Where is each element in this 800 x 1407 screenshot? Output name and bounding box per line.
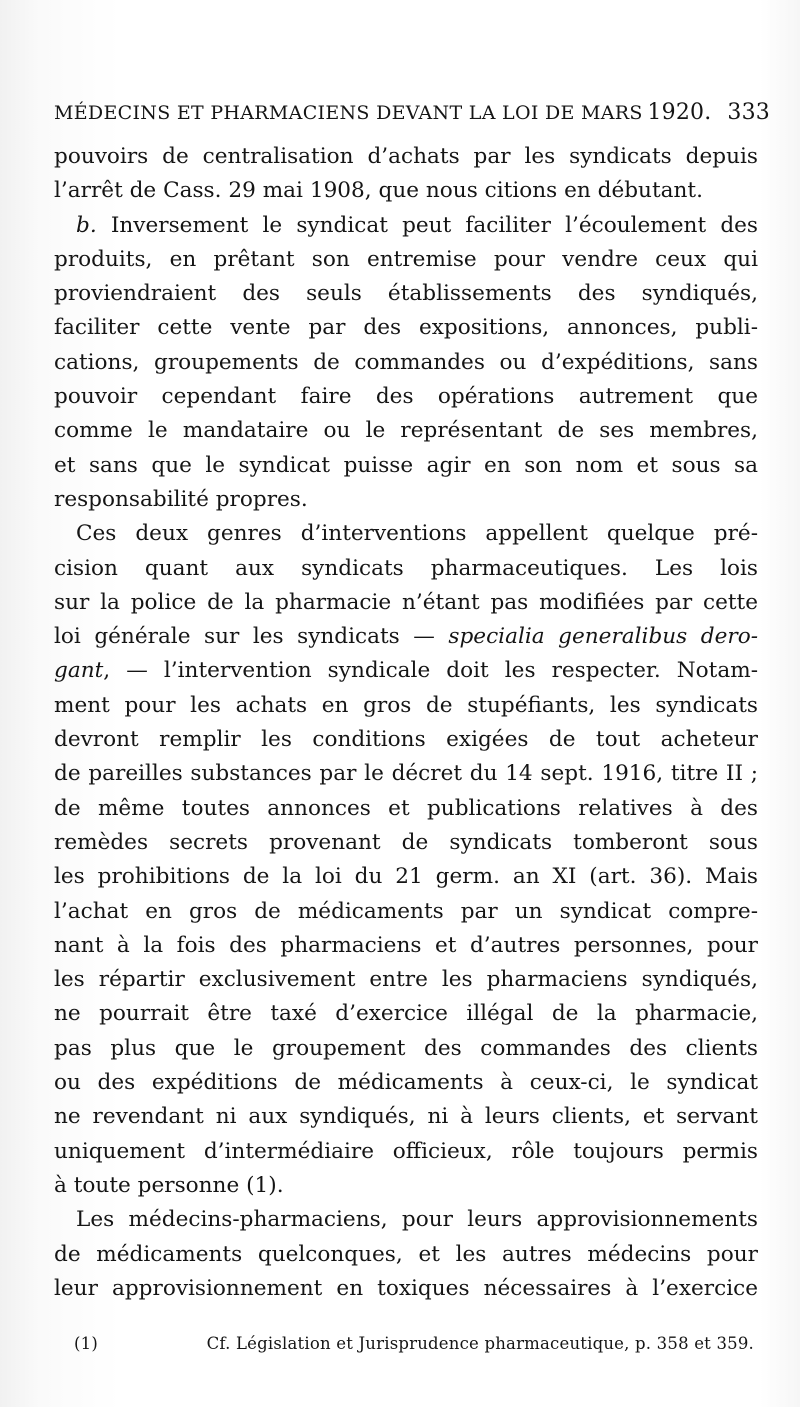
running-head bbox=[54, 100, 770, 140]
text-line: responsabilité propres. bbox=[54, 486, 308, 512]
text-line: les répartir exclusivement entre les pharmaciens syndiqués, bbox=[54, 967, 758, 993]
text-line: faciliter cette vente par des expositions, annonces, publi- bbox=[54, 315, 758, 341]
text-line: de pareilles substances par le décret du 14 sept. 1916, titre II ; bbox=[54, 761, 758, 787]
text-fragment: loi générale sur les syndicats — bbox=[54, 624, 449, 650]
text-line: uniquement d’intermédiaire officieux, rôle toujours permis bbox=[54, 1138, 758, 1164]
text-line: produits, en prêtant son entremise pour vendre ceux qui bbox=[54, 246, 758, 272]
text-line: pouvoirs de centralisation d’achats par les syndicats depuis bbox=[54, 144, 758, 169]
text-line: les prohibitions de la loi du 21 germ. an XI (art. 36). Mais bbox=[54, 864, 758, 890]
text-fragment: , — l’intervention syndicale doit les respecter. Notam- bbox=[103, 658, 758, 684]
text-line: pas plus que le groupement des commandes des clients bbox=[54, 1035, 758, 1061]
text-line: de même toutes annonces et publications relatives à des bbox=[54, 795, 758, 821]
text-line: l’arrêt de Cass. 29 mai 1908, que nous citions en débutant. bbox=[54, 178, 703, 204]
text-line: cations, groupements de commandes ou d’expéditions, sans bbox=[54, 349, 758, 375]
text-line: leur approvisionnement en toxiques nécessaires à l’exercice bbox=[54, 1275, 758, 1301]
running-head-right bbox=[647, 100, 770, 125]
text-line: sur la police de la pharmacie n’étant pas modifiées par cette bbox=[54, 589, 758, 615]
text-line: ne pourrait être taxé d’exercice illégal de la pharmacie, bbox=[54, 1001, 758, 1027]
text-line: Ces deux genres d’interventions appellent quelque pré- bbox=[76, 521, 758, 547]
text-line: et sans que le syndicat puisse agir en son nom et sous sa bbox=[54, 452, 758, 478]
running-title: MÉDECINS ET PHARMACIENS DEVANT LA LOI DE MARS bbox=[54, 102, 643, 124]
text-line: proviendraient des seuls établissements des syndiqués, bbox=[54, 281, 758, 307]
page-number: 333 bbox=[727, 100, 770, 125]
latin-phrase-end: gant bbox=[54, 658, 104, 684]
text-line: ne revendant ni aux syndiqués, ni à leurs clients, et servant bbox=[54, 1104, 758, 1130]
text-line bbox=[54, 620, 758, 654]
text-line: comme le mandataire ou le représentant de ses membres, bbox=[54, 418, 758, 444]
latin-phrase: specialia generalibus dero- bbox=[448, 624, 758, 650]
text-line: ou des expéditions de médicaments à ceux-ci, le syndicat bbox=[54, 1070, 758, 1096]
text-line: à toute personne (1). bbox=[54, 1172, 284, 1198]
footnote-text: Cf. Législation et Jurisprudence pharmaceutique, p. 358 et 359. bbox=[206, 1334, 754, 1353]
text-line: nant à la fois des pharmaciens et d’autres personnes, pour bbox=[54, 932, 758, 958]
body-text bbox=[54, 140, 758, 1306]
footnote-marker: (1) bbox=[74, 1334, 98, 1353]
text-line: Les médecins-pharmaciens, pour leurs approvisionnements bbox=[76, 1207, 758, 1233]
text-line: cision quant aux syndicats pharmaceutiques. Les lois bbox=[54, 555, 758, 581]
text-line: de médicaments quelconques, et les autres médecins pour bbox=[54, 1241, 758, 1267]
text-line: pouvoir cependant faire des opérations autrement que bbox=[54, 384, 758, 410]
text-line: devront remplir les conditions exigées de tout acheteur bbox=[54, 727, 758, 753]
text-line bbox=[54, 654, 758, 688]
text-line: l’achat en gros de médicaments par un syndicat compre- bbox=[54, 898, 758, 924]
footnote bbox=[74, 1334, 754, 1353]
running-year: 1920. bbox=[647, 100, 712, 125]
paragraph-letter-b: b. bbox=[76, 212, 97, 238]
text-line bbox=[54, 209, 758, 243]
text-line: ment pour les achats en gros de stupéfiants, les syndicats bbox=[54, 692, 758, 718]
text-line: remèdes secrets provenant de syndicats tomberont sous bbox=[54, 829, 758, 855]
text-line-rest: Inversement le syndicat peut faciliter l’écoulement des bbox=[96, 212, 758, 238]
